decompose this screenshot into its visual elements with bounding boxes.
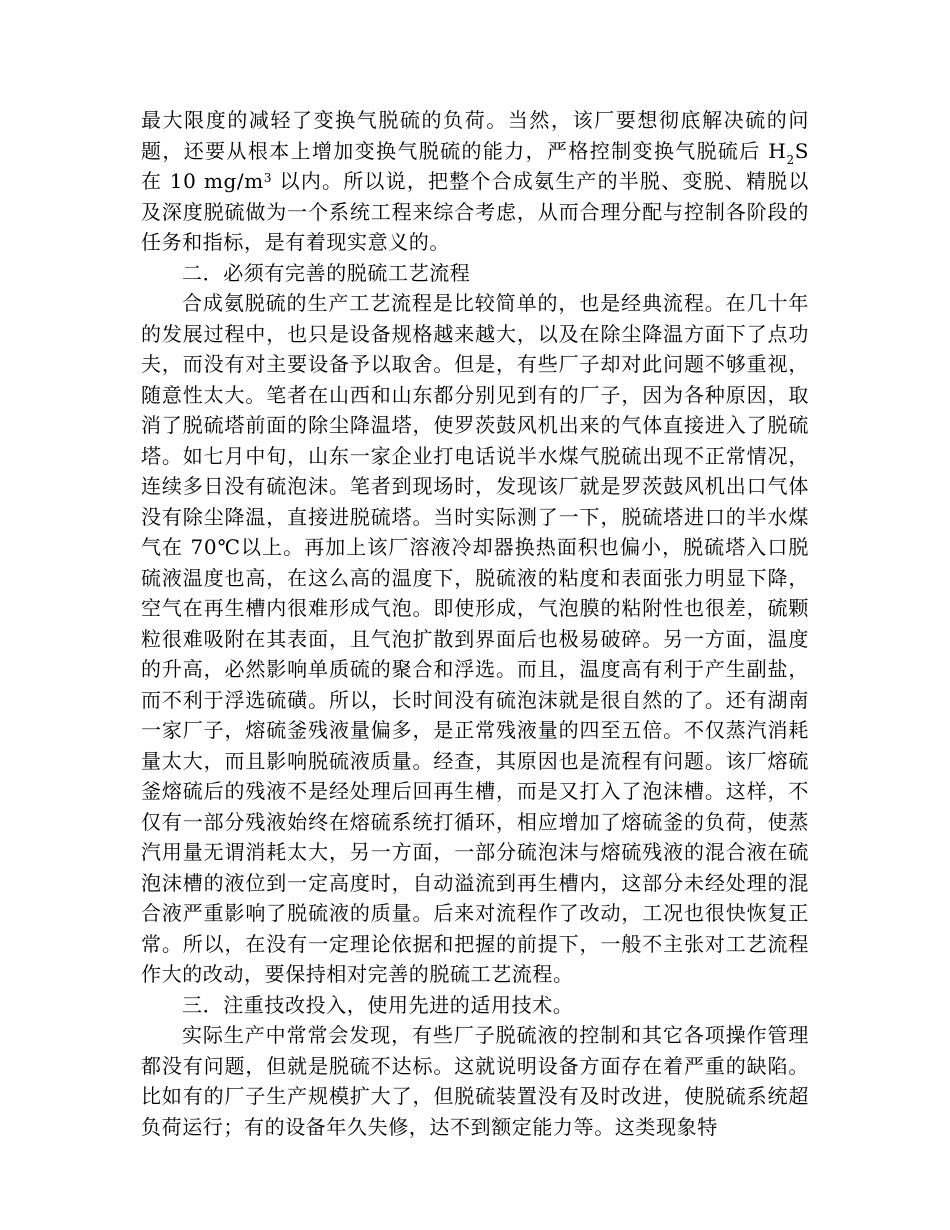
paragraph-section-2: 合成氨脱硫的生产工艺流程是比较简单的，也是经典流程。在几十年的发展过程中，也只是设备规格越来越大，以及在除尘降温方面下了点功夫，而没有对主要设备予以取舍。但是，有些厂子却对此问题不够重视，随意性太大。笔者在山西和山东都分别见到有的厂子，因为各种原因，取消了脱硫塔前面的除尘降温塔，使罗茨鼓风机出来的气体直接进入了脱硫塔。如七月中旬，山东一家企业打电话说半水煤气脱硫出现不正常情况，连续多日没有硫泡沫。笔者到现场时，发现该厂就是罗茨鼓风机出口气体没有除尘降温，直接进脱硫塔。当时实际测了一下，脱硫塔进口的半水煤气在 70℃以上。再加上该厂溶液冷却器换热面积也偏小，脱硫塔入口脱硫液温度也高，在这么高的温度下，脱硫液的粘度和表面张力明显下降，空气在再生槽内很难形成气泡。即使形成，气泡膜的粘附性也很差，硫颗粒很难吸附在其表面，且气泡扩散到界面后也极易破碎。另一方面，温度的升高，必然影响单质硫的聚合和浮选。而且，温度高有利于产生副盐，而不利于浮选硫磺。所以，长时间没有硫泡沫就是很自然的了。还有湖南一家厂子，熔硫釜残液量偏多，是正常残液量的四至五倍。不仅蒸汽消耗量太大，而且影响脱硫液质量。经查，其原因也是流程有问题。该厂熔硫釜熔硫后的残液不是经处理后回再生槽，而是又打入了泡沫槽。这样，不仅有一部分残液始终在熔硫系统打循环，相应增加了熔硫釜的负荷，使蒸汽用量无谓消耗太大，另一方面，一部分硫泡沫与熔硫残液的混合液在硫泡沫槽的液位到一定高度时，自动溢流到再生槽内，这部分未经处理的混合液严重影响了脱硫液的质量。后来对流程作了改动，工况也很快恢复正常。所以，在没有一定理论依据和把握的前提下，一般不主张对工艺流程作大的改动，要保持相对完善的脱硫工艺流程。 [141,291,809,986]
paragraph-intro-text-c: 以内。所以说，把整个合成氨生产的半脱、变脱、精脱以及深度脱硫做为一个系统工程来综合考虑，从而合理分配与控制各阶段的任务和指标，是有着现实意义的。 [141,169,809,254]
paragraph-section-3: 实际生产中常常会发现，有些厂子脱硫液的控制和其它各项操作管理都没有问题，但就是脱硫不达标。这就说明设备方面存在着严重的缺陷。比如有的厂子生产规模扩大了，但脱硫装置没有及时改进，使脱硫系统超负荷运行；有的设备年久失修，达不到额定能力等。这类现象特 [141,1023,809,1139]
formula-s: S [794,138,809,163]
unit-superscript: 3 [263,171,273,185]
document-body [141,105,809,1142]
concentration-unit [141,169,272,193]
paragraph-intro [141,105,809,258]
formula-h: H [768,138,787,163]
section-heading-2: 二．必须有完善的脱硫工艺流程 [182,260,471,285]
chemical-formula-h2s [768,138,809,167]
paragraph-intro-text-b: 在 10 mg/m [141,169,264,193]
section-heading-3: 三．注重技改投入，使用先进的适用技术。 [182,992,574,1017]
formula-subscript: 2 [786,152,795,167]
paragraph-intro-text-a: 最大限度的减轻了变换气脱硫的负荷。当然，该厂要想彻底解决硫的问题，还要从根本上增加变换气脱硫的能力，严格控制变换气脱硫后 [141,108,809,163]
